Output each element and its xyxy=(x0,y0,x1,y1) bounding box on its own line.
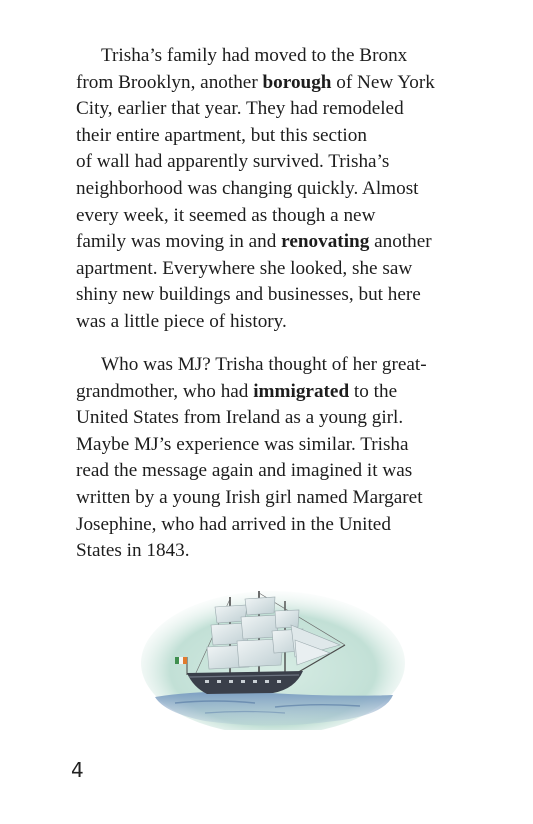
text-line xyxy=(76,43,476,70)
text-line xyxy=(76,538,476,565)
text-segment: their entire apartment, but this section xyxy=(76,124,367,146)
paragraph-2 xyxy=(76,352,476,565)
text-segment: apartment. Everywhere she looked, she saw xyxy=(76,257,413,279)
text-line xyxy=(76,485,476,512)
text-line xyxy=(76,458,476,485)
text-line xyxy=(76,96,476,123)
text-segment: City, earlier that year. They had remodeled xyxy=(76,98,404,120)
text-segment: Trisha’s family had moved to the Bronx xyxy=(101,45,408,66)
text-line xyxy=(76,432,476,459)
text-segment: every week, it seemed as though a new xyxy=(76,204,376,226)
text-segment: read the message again and imagined it was xyxy=(76,460,413,482)
text-line xyxy=(76,309,476,336)
text-segment: shiny new buildings and businesses, but here xyxy=(76,284,421,306)
page-number: 4 xyxy=(71,758,84,782)
text-segment: Who was MJ? Trisha thought of her great- xyxy=(101,354,427,375)
text-line xyxy=(76,123,476,150)
paragraph-1 xyxy=(76,43,476,336)
text-segment: of wall had apparently survived. Trisha’s xyxy=(76,151,390,173)
text-segment: Josephine, who had arrived in the United xyxy=(76,513,391,535)
text-line xyxy=(76,256,476,283)
text-segment: United States from Ireland as a young girl. xyxy=(76,407,404,429)
text-segment: States in 1843. xyxy=(76,540,190,562)
text-line xyxy=(76,70,476,97)
text-segment: neighborhood was changing quickly. Almost xyxy=(76,177,419,199)
text-segment: to the xyxy=(349,380,398,402)
text-segment: grandmother, who had xyxy=(76,380,254,402)
text-segment: from Brooklyn, another xyxy=(76,71,263,93)
glossary-term: immigrated xyxy=(253,380,350,402)
text-line xyxy=(76,229,476,256)
sailing-ship-illustration xyxy=(135,585,405,730)
glossary-term: renovating xyxy=(281,231,370,253)
text-line xyxy=(76,352,476,379)
irish-flag xyxy=(175,657,187,664)
text-line xyxy=(76,379,476,406)
text-segment: written by a young Irish girl named Margaret xyxy=(76,486,423,508)
text-line xyxy=(76,149,476,176)
text-line xyxy=(76,203,476,230)
text-segment: family was moving in and xyxy=(76,231,282,253)
text-line xyxy=(76,405,476,432)
text-segment: of New York xyxy=(331,71,435,93)
text-segment: another xyxy=(369,231,432,253)
text-segment: Maybe MJ’s experience was similar. Trisha xyxy=(76,433,409,455)
text-segment: was a little piece of history. xyxy=(76,310,287,332)
text-line xyxy=(76,176,476,203)
sea xyxy=(155,692,393,726)
glossary-term: borough xyxy=(262,71,332,93)
text-line xyxy=(76,282,476,309)
text-line xyxy=(76,512,476,539)
